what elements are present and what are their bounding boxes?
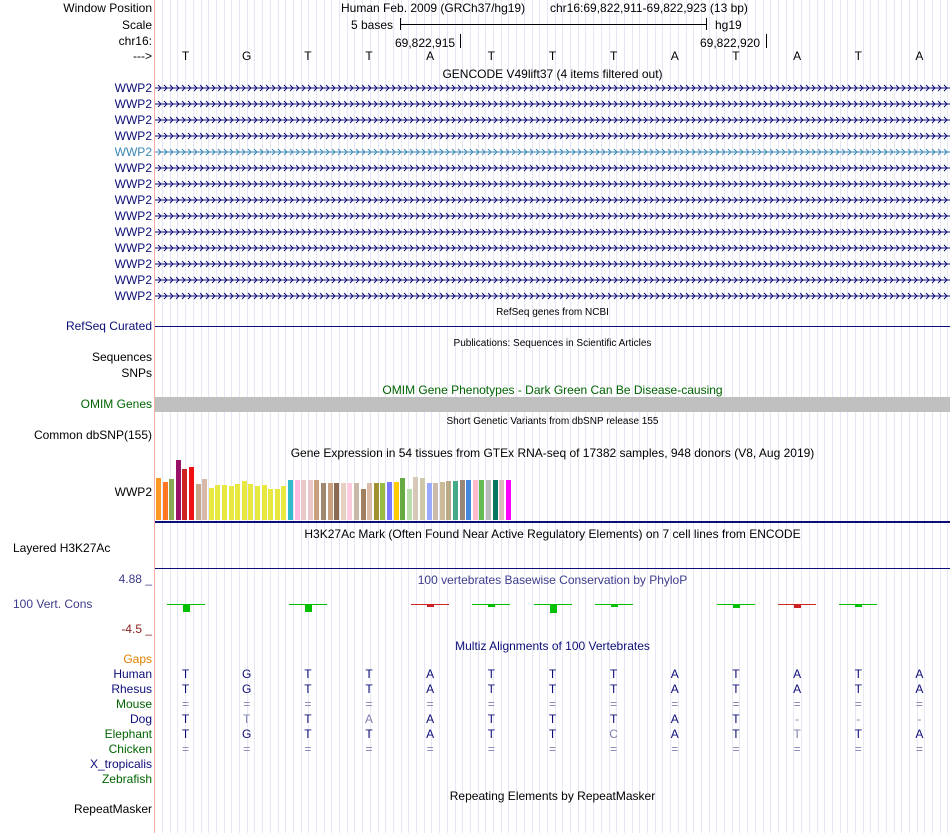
multiz-base: T [304, 727, 312, 741]
gtex-tissue-bar[interactable] [387, 482, 392, 520]
gencode-gene-label[interactable]: WWP2 [114, 129, 152, 143]
chrom-label: chr16: [118, 34, 152, 48]
multiz-base: T [365, 682, 373, 696]
gtex-tissue-bar[interactable] [486, 480, 491, 520]
gtex-tissue-bar[interactable] [229, 486, 234, 520]
gtex-tissue-bar[interactable] [156, 478, 161, 520]
omim-gene-band[interactable] [155, 397, 950, 412]
multiz-base: = [793, 697, 801, 711]
gtex-tissue-bar[interactable] [242, 481, 247, 520]
gtex-tissue-bar[interactable] [163, 482, 168, 520]
phylop-score-bar[interactable] [611, 605, 618, 607]
multiz-base: = [732, 697, 740, 711]
reference-base: T [732, 49, 740, 63]
repeatmasker-track-title[interactable]: Repeating Elements by RepeatMasker [449, 789, 656, 803]
multiz-base: = [793, 742, 801, 756]
gencode-gene-line[interactable] [155, 224, 950, 240]
multiz-base: T [365, 667, 373, 681]
gtex-tissue-bar[interactable] [394, 482, 399, 520]
gtex-tissue-bar[interactable] [196, 484, 201, 520]
multiz-base: T [181, 667, 190, 681]
multiz-base: T [243, 712, 251, 726]
browser-image-area[interactable] [155, 0, 950, 833]
refseq-label[interactable]: RefSeq Curated [65, 319, 152, 333]
multiz-base: T [181, 682, 190, 696]
phylop-score-bar[interactable] [855, 605, 862, 607]
dbsnp-label[interactable]: Common dbSNP(155) [33, 428, 152, 442]
multiz-base: A [426, 682, 435, 696]
multiz-base: C [609, 727, 618, 741]
gencode-gene-line[interactable] [155, 96, 950, 112]
multiz-species-label[interactable]: Human [113, 667, 152, 681]
multiz-base: = [671, 697, 679, 711]
gencode-gene-line[interactable] [155, 288, 950, 304]
multiz-base: A [426, 712, 435, 726]
gtex-tissue-bar[interactable] [446, 481, 451, 520]
coordinate-label-1: 69,822,915 [395, 36, 456, 50]
multiz-base: T [609, 667, 618, 681]
multiz-base: T [487, 712, 496, 726]
multiz-base: T [732, 712, 740, 726]
gtex-tissue-bar[interactable] [235, 484, 240, 520]
phylop-score-bar[interactable] [550, 605, 557, 613]
multiz-base: T [181, 712, 190, 726]
publications-sequences-label[interactable]: Sequences [91, 350, 152, 364]
h3k27ac-track-title[interactable]: H3K27Ac Mark (Often Found Near Active Regulatory Elements) on 7 cell lines from ENCODE [304, 527, 801, 541]
gencode-gene-line[interactable] [155, 192, 950, 208]
gtex-tissue-bar[interactable] [189, 467, 194, 520]
multiz-base: T [609, 712, 618, 726]
multiz-gaps-label[interactable]: Gaps [123, 652, 152, 666]
phylop-label[interactable]: 100 Vert. Cons [13, 597, 93, 611]
reference-base: T [487, 49, 496, 63]
gtex-tissue-bar[interactable] [361, 489, 366, 520]
gtex-tissue-bar[interactable] [308, 480, 313, 520]
gencode-gene-line[interactable] [155, 80, 950, 96]
gtex-tissue-bar[interactable] [400, 478, 405, 520]
gtex-tissue-bar[interactable] [202, 479, 207, 520]
gtex-tissue-bar[interactable] [334, 483, 339, 520]
gtex-tissue-bar[interactable] [262, 485, 267, 520]
gencode-gene-label[interactable]: WWP2 [114, 161, 152, 175]
gtex-tissue-bar[interactable] [275, 489, 280, 520]
multiz-species-label[interactable]: Dog [129, 712, 152, 726]
multiz-base: = [854, 742, 862, 756]
refseq-gene-line[interactable] [155, 326, 950, 327]
scale-bar [400, 24, 706, 25]
gtex-tissue-bar[interactable] [380, 483, 385, 520]
dbsnp-track-title[interactable]: Short Genetic Variants from dbSNP release 155 [446, 416, 659, 427]
scale-bar-text: 5 bases [351, 18, 394, 32]
multiz-base: T [732, 682, 740, 696]
reference-base: A [426, 49, 435, 63]
multiz-base: = [182, 742, 190, 756]
gtex-tissue-bar[interactable] [295, 480, 300, 520]
reference-base: T [365, 49, 373, 63]
multiz-base: G [242, 682, 252, 696]
publications-snps-label[interactable]: SNPs [121, 366, 152, 380]
reference-base: G [242, 49, 252, 63]
multiz-base: = [304, 742, 312, 756]
multiz-base: = [854, 697, 862, 711]
window-position-label: Window Position [63, 1, 152, 15]
multiz-base: A [670, 682, 679, 696]
multiz-base: = [304, 697, 312, 711]
multiz-base: = [548, 742, 556, 756]
gencode-gene-label[interactable]: WWP2 [114, 257, 152, 271]
gencode-gene-label[interactable]: WWP2 [114, 209, 152, 223]
multiz-base: A [365, 712, 374, 726]
multiz-base: T [304, 712, 312, 726]
phylop-score-bar[interactable] [488, 605, 495, 607]
phylop-min-label: -4.5 _ [121, 622, 152, 636]
reference-base: T [181, 49, 190, 63]
gtex-tissue-bar[interactable] [466, 480, 471, 520]
scale-label: Scale [121, 18, 152, 32]
multiz-species-label[interactable]: Zebrafish [101, 772, 152, 786]
gencode-gene-line[interactable] [155, 240, 950, 256]
gtex-tissue-bar[interactable] [506, 480, 511, 520]
multiz-base: = [426, 742, 434, 756]
reference-base: A [915, 49, 924, 63]
gencode-gene-line[interactable] [155, 256, 950, 272]
gtex-tissue-bar[interactable] [354, 483, 359, 520]
gtex-tissue-bar[interactable] [176, 460, 181, 520]
gencode-gene-label[interactable]: WWP2 [114, 145, 152, 159]
gtex-tissue-bar[interactable] [328, 483, 333, 520]
multiz-base: T [732, 667, 740, 681]
gtex-tissue-bar[interactable] [440, 482, 445, 520]
gtex-tissue-bar[interactable] [473, 480, 478, 520]
multiz-base: T [365, 727, 373, 741]
multiz-base: T [732, 727, 740, 741]
multiz-base: = [365, 742, 373, 756]
gtex-tissue-bar[interactable] [374, 483, 379, 520]
gencode-gene-label[interactable]: WWP2 [114, 81, 152, 95]
multiz-base: A [426, 667, 435, 681]
multiz-base: T [487, 682, 496, 696]
publications-track-title[interactable]: Publications: Sequences in Scientific Articles [453, 338, 652, 349]
gencode-gene-label[interactable]: WWP2 [114, 113, 152, 127]
multiz-base: - [917, 712, 922, 726]
multiz-species-label[interactable]: X_tropicalis [89, 757, 152, 771]
phylop-score-bar[interactable] [427, 605, 434, 607]
gtex-tissue-bar[interactable] [479, 480, 484, 520]
phylop-track-title[interactable]: 100 vertebrates Basewise Conservation by PhyloP [417, 573, 688, 587]
multiz-base: T [793, 727, 801, 741]
gtex-tissue-bar[interactable] [209, 488, 214, 520]
h3k27ac-divider [155, 568, 950, 569]
multiz-base: A [670, 727, 679, 741]
multiz-base: A [915, 727, 924, 741]
gencode-gene-label[interactable]: WWP2 [114, 97, 152, 111]
gencode-gene-label[interactable]: WWP2 [114, 289, 152, 303]
gtex-tissue-bar[interactable] [420, 478, 425, 520]
omim-label[interactable]: OMIM Genes [80, 397, 152, 411]
multiz-base: = [426, 697, 434, 711]
gtex-track-title[interactable]: Gene Expression in 54 tissues from GTEx RNA-seq of 17382 samples, 948 donors (V8, Aug 2019) [290, 446, 815, 460]
gtex-tissue-bar[interactable] [268, 489, 273, 520]
gtex-tissue-bar[interactable] [288, 480, 293, 520]
coordinate-tick-1 [460, 34, 461, 48]
gtex-tissue-bar[interactable] [281, 486, 286, 520]
gencode-gene-label[interactable]: WWP2 [114, 225, 152, 239]
multiz-base: T [304, 682, 312, 696]
gencode-gene-label[interactable]: WWP2 [114, 193, 152, 207]
scale-bar-left-tick [400, 18, 401, 30]
multiz-track-title[interactable]: Multiz Alignments of 100 Vertebrates [455, 639, 650, 653]
gtex-tissue-bar[interactable] [248, 484, 253, 520]
multiz-base: A [793, 667, 802, 681]
multiz-base: A [915, 682, 924, 696]
phylop-score-bar[interactable] [733, 605, 740, 608]
gtex-tissue-bar[interactable] [255, 486, 260, 520]
reference-base: A [670, 49, 679, 63]
multiz-base: = [365, 697, 373, 711]
refseq-track-title[interactable]: RefSeq genes from NCBI [496, 307, 609, 318]
multiz-base: = [732, 742, 740, 756]
multiz-base: T [548, 667, 557, 681]
gtex-label[interactable]: WWP2 [114, 485, 152, 499]
multiz-base: T [487, 667, 496, 681]
coordinate-label-2: 69,822,920 [700, 36, 761, 50]
gtex-tissue-bar[interactable] [215, 485, 220, 520]
multiz-base: A [426, 727, 435, 741]
gencode-gene-label[interactable]: WWP2 [114, 273, 152, 287]
multiz-species-label[interactable]: Rhesus [111, 682, 152, 696]
multiz-base: T [609, 682, 618, 696]
gtex-tissue-bar[interactable] [433, 483, 438, 520]
gencode-gene-line[interactable] [155, 160, 950, 176]
multiz-base: T [548, 727, 557, 741]
gtex-tissue-bar[interactable] [314, 480, 319, 520]
gtex-tissue-bar[interactable] [169, 479, 174, 520]
multiz-base: = [182, 697, 190, 711]
gtex-tissue-bar[interactable] [301, 480, 306, 520]
multiz-base: = [487, 697, 495, 711]
gtex-tissue-bar[interactable] [453, 481, 458, 520]
reference-base: T [304, 49, 312, 63]
gtex-tissue-bar[interactable] [367, 483, 372, 520]
multiz-base: A [670, 712, 679, 726]
gtex-tissue-bar[interactable] [182, 469, 187, 520]
reference-base: T [854, 49, 862, 63]
gencode-gene-line[interactable] [155, 128, 950, 144]
multiz-species-label[interactable]: Chicken [108, 742, 152, 756]
gencode-gene-label[interactable]: WWP2 [114, 177, 152, 191]
multiz-base: = [915, 697, 923, 711]
gtex-tissue-bar[interactable] [460, 480, 465, 520]
gencode-gene-line[interactable] [155, 208, 950, 224]
h3k27ac-label[interactable]: Layered H3K27Ac [13, 541, 111, 555]
gencode-gene-line[interactable] [155, 176, 950, 192]
strand-arrow-label: ---> [133, 49, 152, 63]
gencode-gene-line[interactable] [155, 144, 950, 160]
multiz-species-label[interactable]: Elephant [104, 727, 152, 741]
phylop-score-bar[interactable] [305, 605, 312, 612]
gtex-tissue-bar[interactable] [413, 477, 418, 520]
gtex-tissue-bar[interactable] [341, 483, 346, 520]
gencode-gene-line[interactable] [155, 272, 950, 288]
multiz-base: = [915, 742, 923, 756]
multiz-base: = [671, 742, 679, 756]
reference-base: T [609, 49, 618, 63]
multiz-base: = [487, 742, 495, 756]
multiz-base: = [610, 742, 618, 756]
multiz-base: T [854, 667, 862, 681]
multiz-base: - [856, 712, 861, 726]
multiz-base: A [793, 682, 802, 696]
multiz-base: G [242, 727, 252, 741]
gtex-tissue-bar[interactable] [347, 483, 352, 520]
coordinate-tick-2 [766, 34, 767, 48]
gtex-divider [155, 521, 950, 523]
multiz-base: T [181, 727, 190, 741]
gtex-tissue-bar[interactable] [493, 480, 498, 520]
multiz-base: = [243, 697, 251, 711]
gtex-tissue-bar[interactable] [222, 485, 227, 520]
multiz-base: A [670, 667, 679, 681]
repeatmasker-label[interactable]: RepeatMasker [73, 802, 152, 816]
scale-db-text: hg19 [715, 18, 742, 32]
multiz-base: T [854, 727, 862, 741]
multiz-base: A [915, 667, 924, 681]
multiz-base: T [304, 667, 312, 681]
gencode-gene-label[interactable]: WWP2 [114, 241, 152, 255]
gtex-tissue-bar[interactable] [407, 489, 412, 520]
phylop-score-bar[interactable] [794, 605, 801, 608]
multiz-species-label[interactable]: Mouse [115, 697, 152, 711]
gencode-gene-line[interactable] [155, 112, 950, 128]
multiz-base: = [548, 697, 556, 711]
multiz-base: G [242, 667, 252, 681]
multiz-base: = [610, 697, 618, 711]
multiz-base: T [548, 712, 557, 726]
phylop-max-label: 4.88 _ [118, 572, 152, 586]
multiz-base: T [854, 682, 862, 696]
reference-base: A [793, 49, 802, 63]
assembly-text: Human Feb. 2009 (GRCh37/hg19) [341, 1, 526, 15]
omim-track-title[interactable]: OMIM Gene Phenotypes - Dark Green Can Be Disease-causing [382, 383, 723, 397]
position-text: chr16:69,822,911-69,822,923 (13 bp) [550, 1, 748, 15]
gencode-track-title[interactable]: GENCODE V49lift37 (4 items filtered out) [442, 67, 663, 81]
scale-bar-right-tick [706, 18, 707, 30]
gtex-tissue-bar[interactable] [321, 483, 326, 520]
multiz-base: - [795, 712, 800, 726]
multiz-base: T [487, 727, 496, 741]
multiz-base: T [548, 682, 557, 696]
multiz-base: = [243, 742, 251, 756]
gtex-tissue-bar[interactable] [499, 480, 504, 520]
gtex-tissue-bar[interactable] [427, 483, 432, 520]
phylop-score-bar[interactable] [183, 605, 190, 612]
reference-base: T [548, 49, 557, 63]
